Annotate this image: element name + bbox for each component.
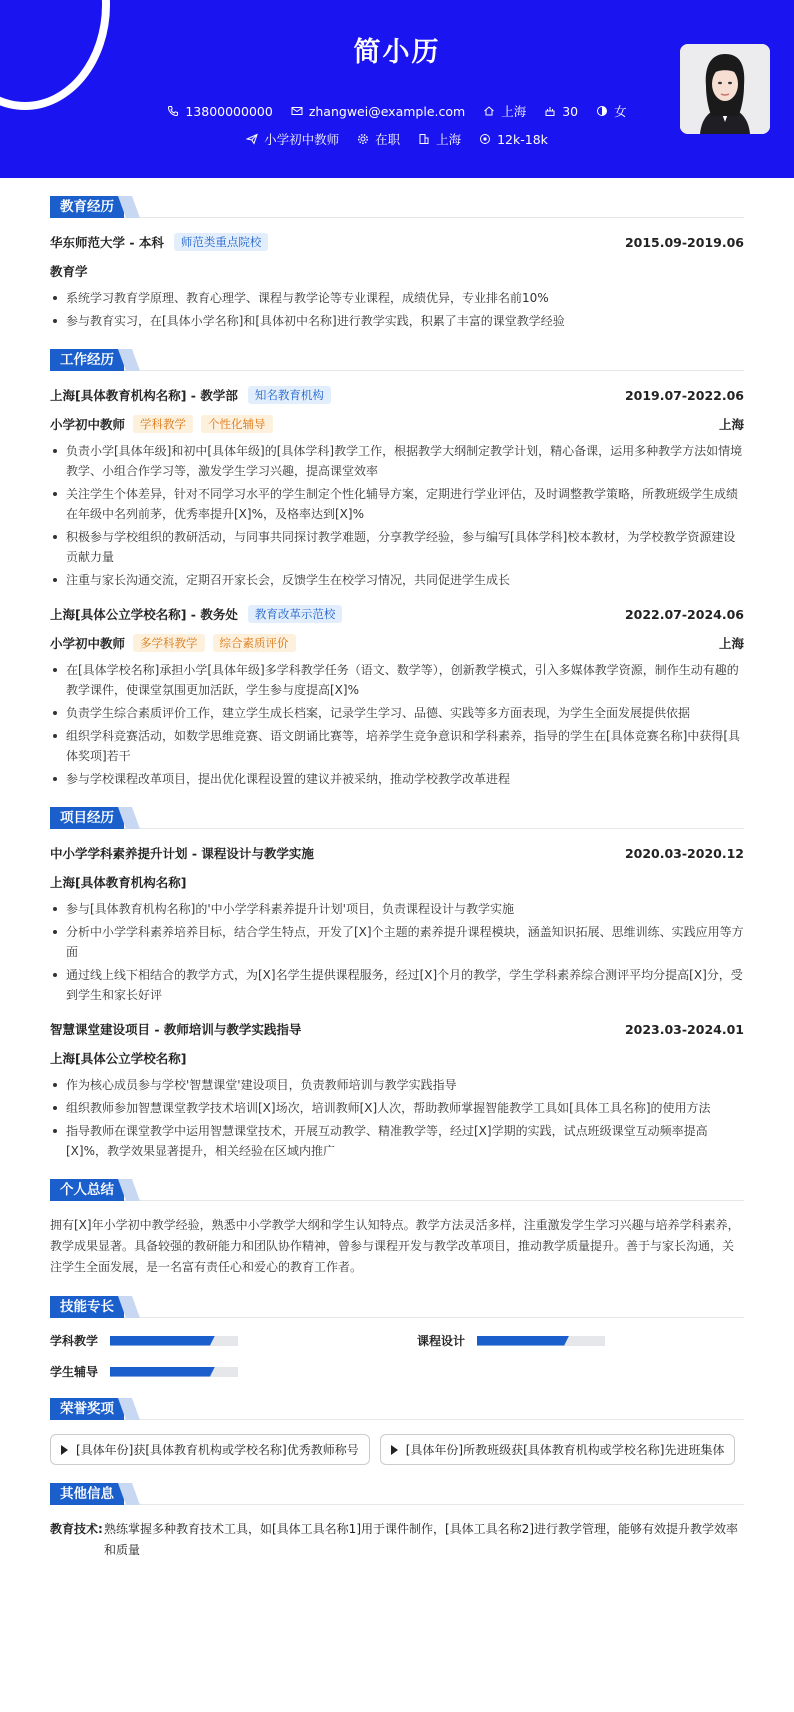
project-name: 中小学学科素养提升计划 - 课程设计与教学实施 [50,846,314,861]
honor-text: [具体年份]获[具体教育机构或学校名称]优秀教师称号 [76,1443,359,1457]
skill-item [417,1332,744,1349]
play-icon [61,1445,68,1455]
list-item: 参与教育实习，在[具体小学名称]和[具体初中名称]进行教学实践，积累了丰富的课堂教学经验 [50,311,744,331]
company-name: 上海[具体教育机构名称] - 教学部 [50,388,238,403]
work-date: 2022.07-2024.06 [624,606,744,622]
honor-text: [具体年份]所教班级获[具体教育机构或学校名称]先进班集体 [405,1443,725,1457]
section-header [50,807,744,829]
skill-level-bar [477,1336,605,1346]
section-title: 项目经历 [50,807,124,829]
skill-item [50,1332,377,1349]
work-location: 上海 [718,417,744,432]
gender-info [596,102,627,120]
section-header [50,1296,744,1318]
project-org: 上海[具体教育机构名称] [50,875,187,890]
skill-tag: 个性化辅导 [201,415,273,433]
summary-text: 拥有[X]年小学初中教学经验，熟悉中小学教学大纲和学生认知特点。教学方法灵活多样，注重激发学生学习兴趣与培养学科素养，教学成果显著。具备较强的教研能力和团队协作精神，曾参与课程开发与教学改革项目，推动教学质量提升。善于与家长沟通，关注学生全面发展，是一名富有责任心和爱心的教育工作者。 [50,1218,740,1274]
company-name: 上海[具体公立学校名称] - 教务处 [50,607,238,622]
status-info [357,130,400,148]
gender-icon [596,105,608,117]
honor-item [50,1434,370,1465]
money-icon [479,133,491,145]
home-icon [483,105,495,117]
skill-tag: 综合素质评价 [213,634,296,652]
skill-tag: 多学科教学 [133,634,205,652]
honors-section [50,1398,744,1465]
list-item: 通过线上线下相结合的教学方式，为[X]名学生提供课程服务，经过[X]个月的教学，学生学科素养综合测评平均分提高[X]分，受到学生和家长好评 [50,965,744,1005]
role: 小学初中教师 [50,417,126,432]
salary-text: 12k-18k [497,131,548,147]
education-section [50,196,744,331]
project-entry [50,1019,744,1161]
section-title: 其他信息 [50,1483,124,1505]
age-info [544,102,578,120]
summary-section [50,1179,744,1278]
education-entry [50,232,744,331]
gender-text: 女 [614,104,627,119]
list-item: 组织学科竞赛活动，如数学思维竞赛、语文朗诵比赛等，培养学生竞争意识和学科素养，指导的学生在[具体竞赛名称]中获得[具体奖项]若干 [50,726,744,766]
status-text: 在职 [375,132,401,147]
list-item: 积极参与学校组织的教研活动，与同事共同探讨教学难题，分享教学经验，参与编写[具体学科]校本教材，为学校教学资源建设贡献力量 [50,527,744,567]
section-header [50,1483,744,1505]
skill-level-bar [110,1367,238,1377]
skill-level-fill [110,1336,215,1346]
gear-icon [357,133,369,145]
skill-level-fill [110,1367,215,1377]
work-entry [50,604,744,789]
section-header [50,1398,744,1420]
list-item: 参与[具体教育机构名称]的'中小学学科素养提升计划'项目，负责课程设计与教学实施 [50,899,744,919]
list-item: 组织教师参加智慧课堂教学技术培训[X]场次，培训教师[X]人次，帮助教师掌握智能教学工具如[具体工具名称]的使用方法 [50,1098,744,1118]
section-title: 教育经历 [50,196,124,218]
work-section [50,349,744,789]
skills-grid [50,1332,744,1380]
other-section [50,1483,744,1561]
work-date: 2019.07-2022.06 [624,387,744,403]
position-text: 小学初中教师 [264,132,340,147]
list-item: 负责学生综合素质评价工作，建立学生成长档案，记录学生学习、品德、实践等多方面表现，为学生全面发展提供依据 [50,703,744,723]
city-text: 上海 [436,132,462,147]
school-tag: 师范类重点院校 [174,233,269,251]
list-item: 系统学习教育学原理、教育心理学、课程与教学论等专业课程，成绩优异，专业排名前10% [50,288,744,308]
project-entry [50,843,744,1005]
other-info-row [50,1519,744,1561]
job-intent-row [0,130,794,148]
send-icon [246,133,258,145]
honor-item [380,1434,736,1465]
age-text: 30 [562,103,579,119]
email-info [291,102,465,120]
home-text: 上海 [501,104,527,119]
list-item: 负责小学[具体年级]和初中[具体年级]的[具体学科]教学工作，根据教学大纲制定教学计划，精心备课，运用多种教学方法如情境教学、小组合作学习等，激发学生学习兴趣，提高课堂效率 [50,441,744,481]
play-icon [391,1445,398,1455]
education-date: 2015.09-2019.06 [624,234,744,250]
salary-info [479,130,548,148]
list-item: 参与学校课程改革项目，提出优化课程设置的建议并被采纳，推动学校教学改革进程 [50,769,744,789]
contact-row [0,102,794,120]
home-info [483,102,526,120]
cake-icon [544,105,556,117]
list-item: 关注学生个体差异，针对不同学习水平的学生制定个性化辅导方案，定期进行学业评估，及时调整教学策略，所教班级学生成绩在年级中名列前茅，优秀率提升[X]%，及格率达到[X]% [50,484,744,524]
avatar [680,44,770,134]
major: 教育学 [50,264,88,279]
position-info [246,130,339,148]
section-header [50,1179,744,1201]
list-item: 作为核心成员参与学校'智慧课堂'建设项目，负责教师培训与教学实践指导 [50,1075,744,1095]
resume-header [0,0,794,178]
project-org: 上海[具体公立学校名称] [50,1051,187,1066]
skill-item [50,1363,377,1380]
section-title: 工作经历 [50,349,124,371]
section-header [50,349,744,371]
section-title: 个人总结 [50,1179,124,1201]
building-icon [418,133,430,145]
list-item: 注重与家长沟通交流，定期召开家长会，反馈学生在校学习情况，共同促进学生成长 [50,570,744,590]
other-text: 熟练掌握多种教育技术工具，如[具体工具名称1]用于课件制作，[具体工具名称2]进行教学管理，能够有效提升教学效率和质量 [104,1522,739,1557]
phone-info [167,102,272,120]
phone-text: 13800000000 [185,103,273,119]
projects-section [50,807,744,1161]
school-name: 华东师范大学 - 本科 [50,235,164,250]
skill-name: 学生辅导 [50,1365,99,1379]
section-header [50,196,744,218]
skill-name: 学科教学 [50,1334,99,1348]
company-tag: 知名教育机构 [248,386,331,404]
section-title: 荣誉奖项 [50,1398,124,1420]
project-name: 智慧课堂建设项目 - 教师培训与教学实践指导 [50,1022,302,1037]
role: 小学初中教师 [50,636,126,651]
skill-tag: 学科教学 [133,415,193,433]
list-item: 指导教师在课堂教学中运用智慧课堂技术，开展互动教学、精准教学等，经过[X]学期的实践，试点班级课堂互动频率提高[X]%，教学效果显著提升，相关经验在区域内推广 [50,1121,744,1161]
list-item: 分析中小学学科素养培养目标，结合学生特点，开发了[X]个主题的素养提升课程模块，涵盖知识拓展、思维训练、实践应用等方面 [50,922,744,962]
skill-level-bar [110,1336,238,1346]
work-location: 上海 [718,636,744,651]
candidate-name: 简小历 [353,37,441,68]
honors-list [50,1434,744,1465]
company-tag: 教育改革示范校 [248,605,343,623]
skill-name: 课程设计 [417,1334,466,1348]
work-entry [50,385,744,590]
other-label: 教育技术: [50,1522,103,1536]
list-item: 在[具体学校名称]承担小学[具体年级]多学科教学任务（语文、数学等），创新教学模式，引入多媒体教学资源，制作生动有趣的教学课件，使课堂氛围更加活跃，学生参与度提高[X]% [50,660,744,700]
section-title: 技能专长 [50,1296,124,1318]
project-date: 2020.03-2020.12 [624,845,744,861]
phone-icon [167,105,179,117]
skills-section [50,1296,744,1380]
mail-icon [291,105,303,117]
skill-level-fill [477,1336,569,1346]
project-date: 2023.03-2024.01 [624,1021,744,1037]
email-text: zhangwei@example.com [308,103,466,119]
city-info [418,130,461,148]
